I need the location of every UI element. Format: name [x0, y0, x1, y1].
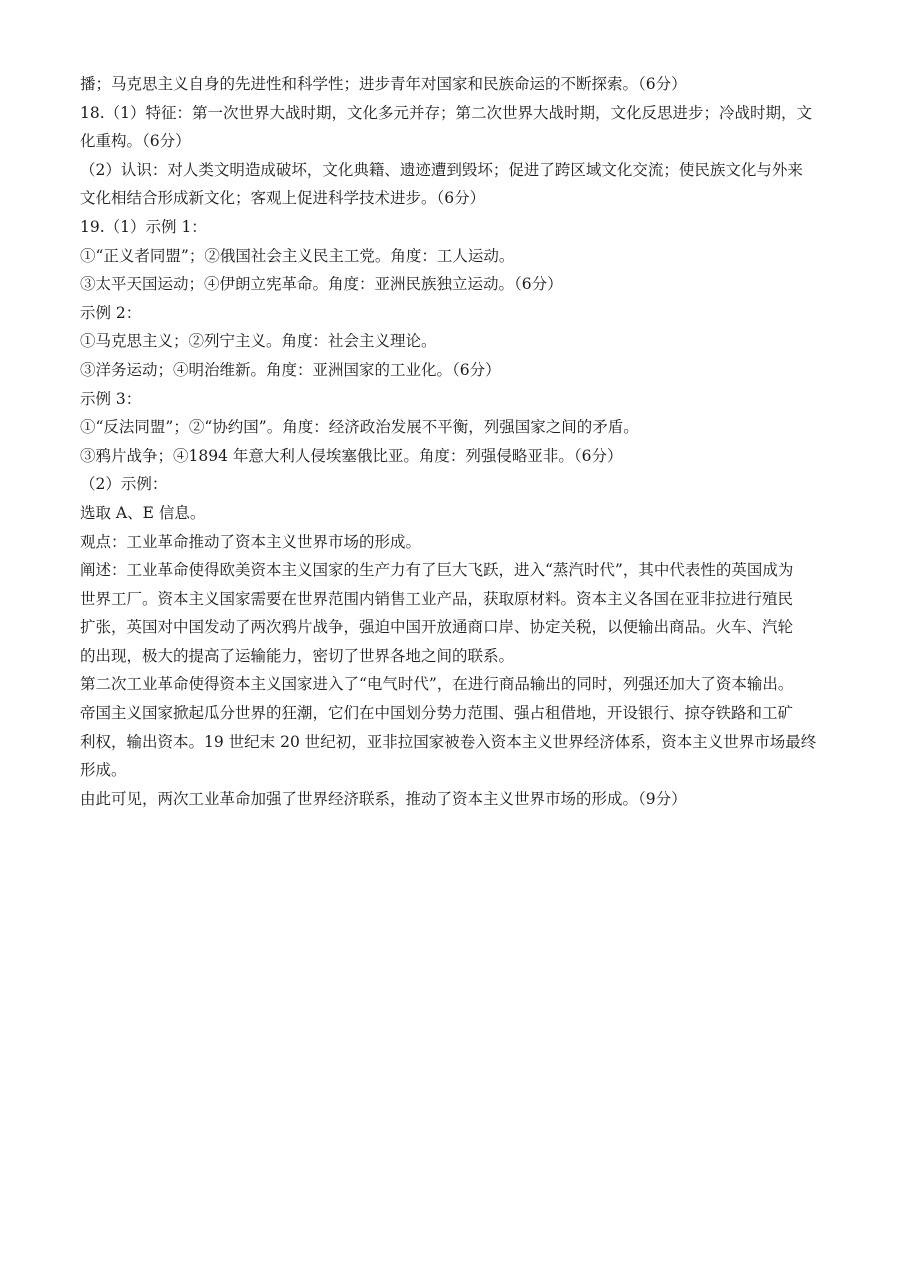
text-line: ①“反法同盟”；②“协约国”。角度：经济政治发展不平衡，列强国家之间的矛盾。: [80, 418, 639, 437]
text-line: 扩张，英国对中国发动了两次鸦片战争，强迫中国开放通商口岸、协定关税，以便输出商品。火车、汽轮: [80, 618, 794, 637]
q18-part2-line: （2）认识：对人类文明造成破坏，文化典籍、遗迹遭到毁坏；促进了跨区域文化交流；使民族文化与外来: [80, 160, 803, 179]
answer-text-block: [80, 70, 825, 813]
example-heading: 示例 3：: [80, 389, 142, 408]
text-line: 形成。: [80, 761, 127, 780]
text-line: 观点：工业革命推动了资本主义世界市场的形成。: [80, 532, 422, 551]
text-line: 的出现，极大的提高了运输能力，密切了世界各地之间的联系。: [80, 646, 515, 665]
text-line: 播；马克思主义自身的先进性和科学性；进步青年对国家和民族命运的不断探索。（6分）: [80, 75, 687, 93]
text-line: ③鸦片战争；④1894 年意大利人侵埃塞俄比亚。角度：列强侵略亚非。（6分）: [80, 446, 623, 465]
q19-part1-heading: 19.（1）示例 1：: [80, 217, 207, 236]
conclusion-line: 由此可见，两次工业革命加强了世界经济联系，推动了资本主义世界市场的形成。（9分）: [80, 789, 687, 808]
example-heading: 示例 2：: [80, 303, 142, 322]
text-line: 文化相结合形成新文化；客观上促进科学技术进步。（6分）: [80, 189, 486, 208]
text-line: 世界工厂。资本主义国家需要在世界范围内销售工业产品，获取原材料。资本主义各国在亚非拉进行殖民: [80, 589, 794, 608]
q18-part1-line: 18.（1）特征：第一次世界大战时期，文化多元并存；第二次世界大战时期，文化反思进步；冷战时期，文: [80, 103, 813, 122]
text-line: ①马克思主义；②列宁主义。角度：社会主义理论。: [80, 332, 437, 351]
text-line: 选取 A、E 信息。: [80, 503, 206, 522]
text-line: 帝国主义国家掀起瓜分世界的狂潮，它们在中国划分势力范围、强占租借地，开设银行、掠夺铁路和工矿: [80, 704, 794, 723]
text-line: 利权，输出资本。19 世纪末 20 世纪初，亚非拉国家被卷入资本主义世界经济体系，资本主义世界市场最终: [80, 732, 817, 751]
text-line: 第二次工业革命使得资本主义国家进入了“电气时代”，在进行商品输出的同时，列强还加大了资本输出。: [80, 675, 794, 694]
text-line: 化重构。（6分）: [80, 132, 191, 151]
text-line: ①“正义者同盟”；②俄国社会主义民主工党。角度：工人运动。: [80, 246, 515, 265]
text-line: 阐述：工业革命使得欧美资本主义国家的生产力有了巨大飞跃，进入“蒸汽时代”，其中代表性的英国成为: [80, 561, 794, 580]
text-line: ③太平天国运动；④伊朗立宪革命。角度：亚洲民族独立运动。（6分）: [80, 275, 563, 294]
q19-part2-heading: （2）示例：: [80, 475, 168, 494]
text-line: ③洋务运动；④明治维新。角度：亚洲国家的工业化。（6分）: [80, 360, 501, 379]
